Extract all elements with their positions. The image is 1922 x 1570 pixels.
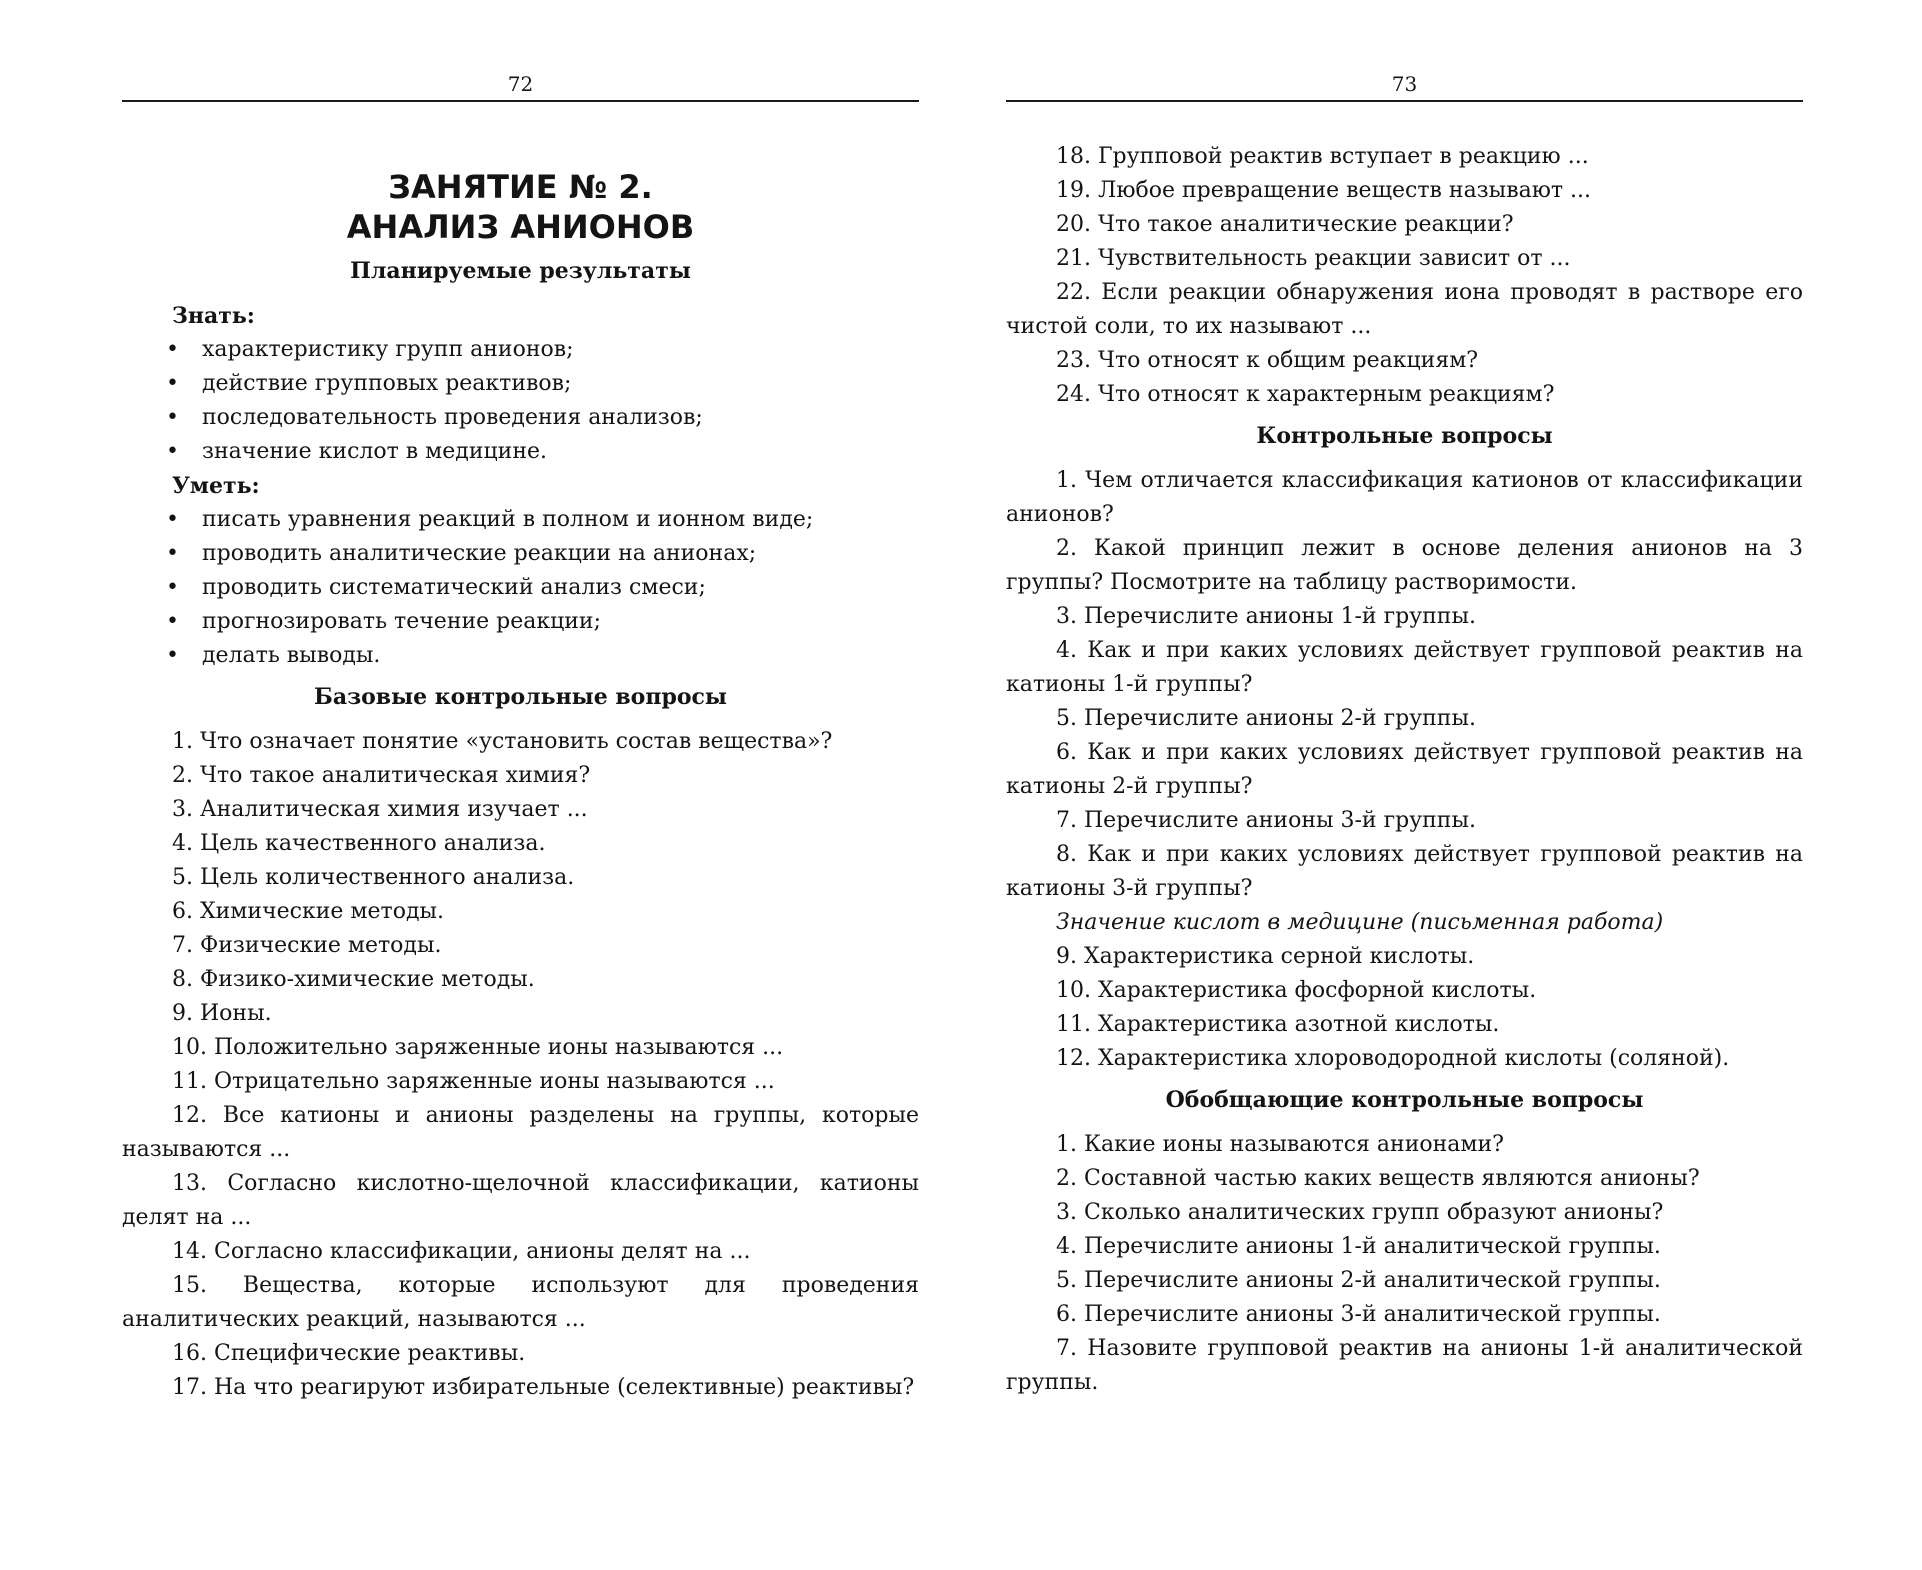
control-questions-list bbox=[1006, 464, 1803, 1076]
bullet-icon: • bbox=[166, 337, 179, 362]
header-rule bbox=[1006, 100, 1803, 102]
question: 11. Отрицательно заряженные ионы называются ... bbox=[172, 1069, 775, 1094]
planned-results-heading: Планируемые результаты bbox=[350, 258, 691, 284]
question: 6. Как и при каких условиях действует групповой реактив на катионы 2-й группы? bbox=[1006, 740, 1803, 799]
acids-subheading: Значение кислот в медицине (письменная работа) bbox=[1056, 910, 1664, 935]
question: 9. Ионы. bbox=[172, 1001, 272, 1026]
lesson-title bbox=[122, 167, 919, 247]
know-list bbox=[122, 333, 919, 469]
basic-questions-heading: Базовые контрольные вопросы bbox=[314, 684, 727, 710]
question: 6. Химические методы. bbox=[172, 899, 444, 924]
question: 4. Как и при каких условиях действует групповой реактив на катионы 1-й группы? bbox=[1006, 638, 1803, 697]
bullet-icon: • bbox=[166, 507, 179, 532]
question: 13. Согласно кислотно-щелочной классификации, катионы делят на ... bbox=[122, 1171, 919, 1230]
question: 24. Что относят к характерным реакциям? bbox=[1056, 382, 1555, 407]
list-item: • последовательность проведения анализов; bbox=[122, 401, 919, 435]
question: 17. На что реагируют избирательные (селективные) реактивы? bbox=[172, 1375, 915, 1400]
question: 19. Любое превращение веществ называют ... bbox=[1056, 178, 1591, 203]
question: 2. Что такое аналитическая химия? bbox=[172, 763, 591, 788]
bullet-icon: • bbox=[166, 609, 179, 634]
question: 7. Физические методы. bbox=[172, 933, 442, 958]
question: 3. Сколько аналитических групп образуют анионы? bbox=[1056, 1200, 1664, 1225]
bullet-icon: • bbox=[166, 643, 179, 668]
question: 1. Какие ионы называются анионами? bbox=[1056, 1132, 1504, 1157]
question: 4. Цель качественного анализа. bbox=[172, 831, 546, 856]
continued-questions-list bbox=[1006, 140, 1803, 412]
question: 8. Как и при каких условиях действует групповой реактив на катионы 3-й группы? bbox=[1006, 842, 1803, 901]
question: 11. Характеристика азотной кислоты. bbox=[1056, 1012, 1500, 1037]
question: 1. Чем отличается классификация катионов от классификации анионов? bbox=[1006, 468, 1803, 527]
list-item: • характеристику групп анионов; bbox=[122, 333, 919, 367]
bullet-icon: • bbox=[166, 541, 179, 566]
page-number: 73 bbox=[1391, 72, 1418, 96]
question: 5. Перечислите анионы 2-й аналитической группы. bbox=[1056, 1268, 1661, 1293]
question: 1. Что означает понятие «установить состав вещества»? bbox=[172, 729, 833, 754]
header-rule bbox=[122, 100, 919, 102]
question: 12. Характеристика хлороводородной кислоты (соляной). bbox=[1056, 1046, 1730, 1071]
question: 15. Вещества, которые используют для проведения аналитических реакций, называются ... bbox=[122, 1273, 919, 1332]
question: 22. Если реакции обнаружения иона проводят в растворе его чистой соли, то их называют ... bbox=[1006, 280, 1803, 339]
question: 10. Характеристика фосфорной кислоты. bbox=[1056, 978, 1537, 1003]
question: 5. Перечислите анионы 2-й группы. bbox=[1056, 706, 1476, 731]
question: 12. Все катионы и анионы разделены на группы, которые называются ... bbox=[122, 1103, 919, 1162]
question: 21. Чувствительность реакции зависит от ... bbox=[1056, 246, 1571, 271]
list-item: • делать выводы. bbox=[122, 639, 919, 673]
right-page-content bbox=[1006, 140, 1803, 1400]
list-item: • действие групповых реактивов; bbox=[122, 367, 919, 401]
question: 2. Какой принцип лежит в основе деления анионов на 3 группы? Посмотрите на таблицу растворимости. bbox=[1006, 536, 1803, 595]
question: 6. Перечислите анионы 3-й аналитической группы. bbox=[1056, 1302, 1661, 1327]
lesson-title-line2: АНАЛИЗ АНИОНОВ bbox=[346, 208, 695, 246]
question: 23. Что относят к общим реакциям? bbox=[1056, 348, 1479, 373]
question: 14. Согласно классификации, анионы делят на ... bbox=[172, 1239, 751, 1264]
question: 18. Групповой реактив вступает в реакцию ... bbox=[1056, 144, 1589, 169]
list-item: • прогнозировать течение реакции; bbox=[122, 605, 919, 639]
list-item: • значение кислот в медицине. bbox=[122, 435, 919, 469]
page-number: 72 bbox=[507, 72, 534, 96]
question: 4. Перечислите анионы 1-й аналитической группы. bbox=[1056, 1234, 1661, 1259]
able-label: Уметь: bbox=[172, 473, 260, 499]
list-item: • проводить аналитические реакции на анионах; bbox=[122, 537, 919, 571]
question: 7. Назовите групповой реактив на анионы 1-й аналитической группы. bbox=[1006, 1336, 1803, 1395]
bullet-icon: • bbox=[166, 439, 179, 464]
question: 3. Перечислите анионы 1-й группы. bbox=[1056, 604, 1476, 629]
list-item: • писать уравнения реакций в полном и ионном виде; bbox=[122, 503, 919, 537]
list-item: • проводить систематический анализ смеси; bbox=[122, 571, 919, 605]
question: 16. Специфические реактивы. bbox=[172, 1341, 526, 1366]
question: 9. Характеристика серной кислоты. bbox=[1056, 944, 1475, 969]
question: 10. Положительно заряженные ионы называются ... bbox=[172, 1035, 784, 1060]
control-questions-heading: Контрольные вопросы bbox=[1256, 423, 1553, 449]
know-label: Знать: bbox=[172, 303, 255, 329]
question: 7. Перечислите анионы 3-й группы. bbox=[1056, 808, 1476, 833]
question: 5. Цель количественного анализа. bbox=[172, 865, 575, 890]
generalizing-questions-heading: Обобщающие контрольные вопросы bbox=[1165, 1087, 1644, 1113]
generalizing-questions-list bbox=[1006, 1128, 1803, 1400]
bullet-icon: • bbox=[166, 575, 179, 600]
basic-questions-list bbox=[122, 725, 919, 1405]
question: 2. Составной частью каких веществ являются анионы? bbox=[1056, 1166, 1700, 1191]
bullet-icon: • bbox=[166, 371, 179, 396]
question: 20. Что такое аналитические реакции? bbox=[1056, 212, 1514, 237]
bullet-icon: • bbox=[166, 405, 179, 430]
able-list bbox=[122, 503, 919, 673]
lesson-title-line1: ЗАНЯТИЕ № 2. bbox=[388, 168, 653, 206]
left-page-content bbox=[122, 137, 919, 1405]
question: 3. Аналитическая химия изучает ... bbox=[172, 797, 588, 822]
question: 8. Физико-химические методы. bbox=[172, 967, 535, 992]
